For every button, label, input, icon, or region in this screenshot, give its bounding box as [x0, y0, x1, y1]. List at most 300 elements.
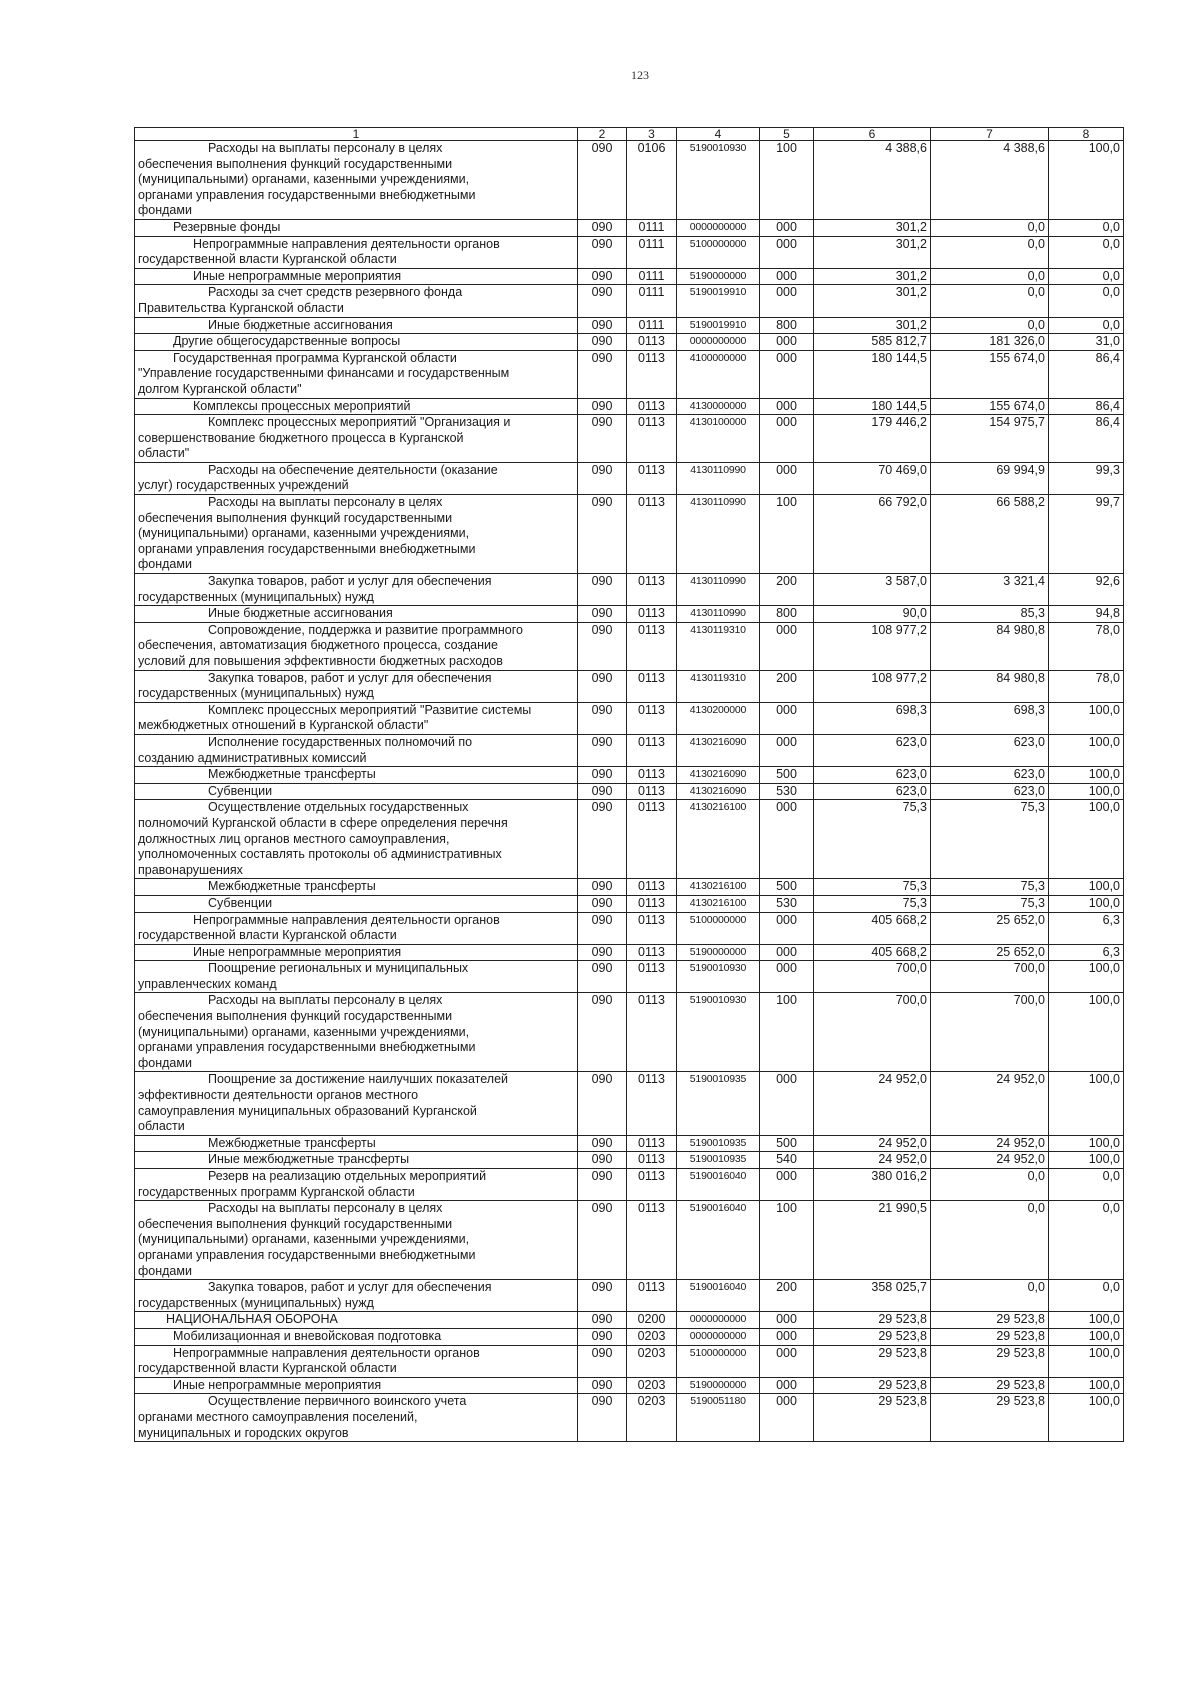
- table-row: [135, 317, 1124, 334]
- expense-name-cell: [135, 993, 578, 1072]
- percent-cell: 100,0: [1049, 800, 1124, 879]
- expense-type-cell: 500: [760, 1135, 814, 1152]
- expense-name-cell: [135, 606, 578, 623]
- expense-name-cell: [135, 236, 578, 268]
- expense-name-line: (муниципальными) органами, казенными учреждениями,: [138, 1232, 470, 1247]
- expense-name-line: фондами: [138, 1263, 192, 1278]
- plan-amount-cell: 405 668,2: [814, 912, 931, 944]
- expense-name-line: правонарушениях: [138, 862, 243, 877]
- table-row: [135, 734, 1124, 766]
- expense-name-line: государственных (муниципальных) нужд: [138, 1295, 374, 1310]
- table-row: [135, 334, 1124, 351]
- expense-name-line: органами управления государственными внебюджетными: [138, 1040, 476, 1055]
- target-article-cell: 4130119310: [677, 622, 760, 670]
- table-row: [135, 141, 1124, 220]
- section-code-cell: 0111: [627, 317, 677, 334]
- grbs-code-cell: 090: [578, 1394, 627, 1442]
- section-code-cell: 0111: [627, 285, 677, 317]
- expense-name-line: обеспечения выполнения функций государственными: [138, 1216, 453, 1231]
- actual-amount-cell: 24 952,0: [931, 1072, 1049, 1135]
- expense-name-line: "Управление государственными финансами и государственным: [138, 366, 510, 381]
- expense-name-line: (муниципальными) органами, казенными учреждениями,: [138, 526, 470, 541]
- expense-type-cell: 000: [760, 800, 814, 879]
- expense-name-line: Государственная программа Курганской области: [173, 350, 457, 365]
- target-article-cell: 4130216100: [677, 895, 760, 912]
- table-row: [135, 879, 1124, 896]
- expense-name-line: Субвенции: [208, 783, 273, 798]
- percent-cell: 86,4: [1049, 350, 1124, 398]
- expense-type-cell: 000: [760, 334, 814, 351]
- expense-name-line: Резерв на реализацию отдельных мероприятий: [208, 1169, 487, 1183]
- plan-amount-cell: 700,0: [814, 993, 931, 1072]
- expense-name-line: Иные непрограммные мероприятия: [173, 1377, 382, 1392]
- percent-cell: 0,0: [1049, 285, 1124, 317]
- plan-amount-cell: 301,2: [814, 236, 931, 268]
- grbs-code-cell: 090: [578, 767, 627, 784]
- expense-name-cell: [135, 495, 578, 574]
- expense-name-line: государственной власти Курганской области: [138, 1361, 397, 1376]
- actual-amount-cell: 66 588,2: [931, 495, 1049, 574]
- expense-name-line: Комплексы процессных мероприятий: [193, 398, 411, 413]
- expense-type-cell: 000: [760, 1169, 814, 1201]
- expense-type-cell: 000: [760, 398, 814, 415]
- actual-amount-cell: 0,0: [931, 1169, 1049, 1201]
- table-row: [135, 670, 1124, 702]
- grbs-code-cell: 090: [578, 1328, 627, 1345]
- expense-name-line: созданию административных комиссий: [138, 750, 367, 765]
- expense-name-line: Правительства Курганской области: [138, 300, 344, 315]
- grbs-code-cell: 090: [578, 415, 627, 463]
- expense-name-cell: [135, 350, 578, 398]
- plan-amount-cell: 623,0: [814, 767, 931, 784]
- section-code-cell: 0203: [627, 1377, 677, 1394]
- expense-name-cell: [135, 879, 578, 896]
- target-article-cell: 4130216100: [677, 879, 760, 896]
- grbs-code-cell: 090: [578, 398, 627, 415]
- expense-type-cell: 000: [760, 944, 814, 961]
- actual-amount-cell: 155 674,0: [931, 350, 1049, 398]
- target-article-cell: 5190010930: [677, 961, 760, 993]
- percent-cell: 100,0: [1049, 783, 1124, 800]
- plan-amount-cell: 405 668,2: [814, 944, 931, 961]
- expense-name-line: Расходы на выплаты персоналу в целях: [208, 1201, 443, 1216]
- expense-name-line: полномочий Курганской области в сфере определения перечня: [138, 815, 508, 830]
- expense-name-line: государственных программ Курганской области: [138, 1184, 415, 1199]
- section-code-cell: 0200: [627, 1312, 677, 1329]
- expense-name-cell: [135, 702, 578, 734]
- actual-amount-cell: 29 523,8: [931, 1377, 1049, 1394]
- expense-name-line: Сопровождение, поддержка и развитие программного: [208, 622, 523, 637]
- section-code-cell: 0113: [627, 895, 677, 912]
- expense-name-cell: [135, 1201, 578, 1280]
- percent-cell: 100,0: [1049, 702, 1124, 734]
- actual-amount-cell: 69 994,9: [931, 462, 1049, 494]
- expense-name-line: (муниципальными) органами, казенными учреждениями,: [138, 1024, 470, 1039]
- percent-cell: 0,0: [1049, 1280, 1124, 1312]
- table-row: [135, 1169, 1124, 1201]
- expense-type-cell: 000: [760, 702, 814, 734]
- expense-type-cell: 000: [760, 1072, 814, 1135]
- expense-name-line: Расходы на выплаты персоналу в целях: [208, 495, 443, 510]
- expense-name-line: Расходы на обеспечение деятельности (оказание: [208, 462, 498, 477]
- plan-amount-cell: 24 952,0: [814, 1152, 931, 1169]
- section-code-cell: 0113: [627, 606, 677, 623]
- expense-type-cell: 000: [760, 1377, 814, 1394]
- percent-cell: 0,0: [1049, 268, 1124, 285]
- expense-name-line: государственной власти Курганской области: [138, 928, 397, 943]
- percent-cell: 0,0: [1049, 219, 1124, 236]
- expense-type-cell: 100: [760, 1201, 814, 1280]
- actual-amount-cell: 25 652,0: [931, 912, 1049, 944]
- section-code-cell: 0113: [627, 993, 677, 1072]
- expense-name-cell: [135, 670, 578, 702]
- expense-name-line: Иные бюджетные ассигнования: [208, 317, 393, 332]
- grbs-code-cell: 090: [578, 961, 627, 993]
- section-code-cell: 0113: [627, 1280, 677, 1312]
- budget-table: [134, 127, 1124, 1442]
- expense-name-line: Расходы на выплаты персоналу в целях: [208, 141, 443, 155]
- percent-cell: 99,7: [1049, 495, 1124, 574]
- expense-name-cell: [135, 1394, 578, 1442]
- expense-name-line: муниципальных и городских округов: [138, 1425, 349, 1440]
- target-article-cell: 5190016040: [677, 1280, 760, 1312]
- plan-amount-cell: 70 469,0: [814, 462, 931, 494]
- target-article-cell: 0000000000: [677, 1328, 760, 1345]
- section-code-cell: 0111: [627, 219, 677, 236]
- expense-name-line: фондами: [138, 557, 192, 572]
- grbs-code-cell: 090: [578, 268, 627, 285]
- section-code-cell: 0203: [627, 1345, 677, 1377]
- expense-name-cell: [135, 1072, 578, 1135]
- section-code-cell: 0113: [627, 944, 677, 961]
- plan-amount-cell: 90,0: [814, 606, 931, 623]
- target-article-cell: 5100000000: [677, 1345, 760, 1377]
- expense-name-cell: [135, 1152, 578, 1169]
- column-header: 8: [1049, 128, 1124, 141]
- actual-amount-cell: 0,0: [931, 236, 1049, 268]
- expense-name-line: Межбюджетные трансферты: [208, 767, 376, 782]
- expense-type-cell: 000: [760, 622, 814, 670]
- section-code-cell: 0113: [627, 1169, 677, 1201]
- table-row: [135, 912, 1124, 944]
- table-header: [135, 128, 1124, 141]
- actual-amount-cell: 154 975,7: [931, 415, 1049, 463]
- actual-amount-cell: 29 523,8: [931, 1345, 1049, 1377]
- actual-amount-cell: 29 523,8: [931, 1394, 1049, 1442]
- actual-amount-cell: 24 952,0: [931, 1135, 1049, 1152]
- percent-cell: 86,4: [1049, 415, 1124, 463]
- percent-cell: 100,0: [1049, 993, 1124, 1072]
- section-code-cell: 0113: [627, 462, 677, 494]
- target-article-cell: 4130200000: [677, 702, 760, 734]
- percent-cell: 100,0: [1049, 1345, 1124, 1377]
- expense-type-cell: 800: [760, 317, 814, 334]
- actual-amount-cell: 29 523,8: [931, 1312, 1049, 1329]
- table-row: [135, 1152, 1124, 1169]
- grbs-code-cell: 090: [578, 1345, 627, 1377]
- expense-name-cell: [135, 800, 578, 879]
- table-row: [135, 1312, 1124, 1329]
- expense-type-cell: 500: [760, 767, 814, 784]
- target-article-cell: 0000000000: [677, 1312, 760, 1329]
- expense-name-line: государственной власти Курганской области: [138, 252, 397, 267]
- actual-amount-cell: 623,0: [931, 783, 1049, 800]
- section-code-cell: 0203: [627, 1394, 677, 1442]
- expense-name-line: Субвенции: [208, 895, 273, 910]
- actual-amount-cell: 3 321,4: [931, 574, 1049, 606]
- expense-name-line: управленческих команд: [138, 976, 277, 991]
- grbs-code-cell: 090: [578, 317, 627, 334]
- table-row: [135, 1201, 1124, 1280]
- table-row: [135, 462, 1124, 494]
- actual-amount-cell: 0,0: [931, 219, 1049, 236]
- expense-name-line: самоуправления муниципальных образований Курганской: [138, 1103, 477, 1118]
- table-row: [135, 1280, 1124, 1312]
- table-row: [135, 574, 1124, 606]
- plan-amount-cell: 623,0: [814, 783, 931, 800]
- table-row: [135, 895, 1124, 912]
- target-article-cell: 5190016040: [677, 1201, 760, 1280]
- expense-type-cell: 000: [760, 350, 814, 398]
- target-article-cell: 4130100000: [677, 415, 760, 463]
- column-header: 4: [677, 128, 760, 141]
- expense-name-line: Непрограммные направления деятельности органов: [173, 1345, 480, 1360]
- column-header: 6: [814, 128, 931, 141]
- expense-name-line: Мобилизационная и вневойсковая подготовка: [173, 1328, 442, 1343]
- plan-amount-cell: 180 144,5: [814, 350, 931, 398]
- target-article-cell: 4130216100: [677, 800, 760, 879]
- expense-name-cell: [135, 141, 578, 220]
- target-article-cell: 4130216090: [677, 783, 760, 800]
- expense-name-cell: [135, 912, 578, 944]
- expense-name-line: Расходы за счет средств резервного фонда: [208, 285, 463, 300]
- table-row: [135, 1345, 1124, 1377]
- expense-name-line: эффективности деятельности органов местного: [138, 1088, 419, 1103]
- expense-name-line: обеспечения выполнения функций государственными: [138, 510, 453, 525]
- expense-name-line: Осуществление отдельных государственных: [208, 800, 469, 815]
- expense-type-cell: 530: [760, 783, 814, 800]
- expense-name-cell: [135, 1135, 578, 1152]
- percent-cell: 100,0: [1049, 141, 1124, 220]
- percent-cell: 100,0: [1049, 1394, 1124, 1442]
- section-code-cell: 0113: [627, 398, 677, 415]
- expense-type-cell: 200: [760, 1280, 814, 1312]
- percent-cell: 100,0: [1049, 767, 1124, 784]
- target-article-cell: 5190051180: [677, 1394, 760, 1442]
- table-row: [135, 236, 1124, 268]
- target-article-cell: 4130000000: [677, 398, 760, 415]
- grbs-code-cell: 090: [578, 1280, 627, 1312]
- target-article-cell: 4130216090: [677, 734, 760, 766]
- grbs-code-cell: 090: [578, 895, 627, 912]
- expense-name-line: Резервные фонды: [173, 219, 281, 234]
- expense-name-cell: [135, 317, 578, 334]
- table-row: [135, 944, 1124, 961]
- table-row: [135, 961, 1124, 993]
- section-code-cell: 0113: [627, 783, 677, 800]
- expense-name-cell: [135, 462, 578, 494]
- expense-type-cell: 100: [760, 141, 814, 220]
- percent-cell: 100,0: [1049, 961, 1124, 993]
- expense-type-cell: 000: [760, 1328, 814, 1345]
- expense-type-cell: 800: [760, 606, 814, 623]
- grbs-code-cell: 090: [578, 334, 627, 351]
- section-code-cell: 0113: [627, 961, 677, 993]
- percent-cell: 78,0: [1049, 670, 1124, 702]
- section-code-cell: 0113: [627, 334, 677, 351]
- percent-cell: 100,0: [1049, 734, 1124, 766]
- target-article-cell: 5190010935: [677, 1072, 760, 1135]
- plan-amount-cell: 21 990,5: [814, 1201, 931, 1280]
- actual-amount-cell: 75,3: [931, 895, 1049, 912]
- actual-amount-cell: 623,0: [931, 767, 1049, 784]
- grbs-code-cell: 090: [578, 350, 627, 398]
- section-code-cell: 0113: [627, 670, 677, 702]
- section-code-cell: 0113: [627, 734, 677, 766]
- expense-name-line: межбюджетных отношений в Курганской области": [138, 718, 429, 733]
- expense-name-line: (муниципальными) органами, казенными учреждениями,: [138, 172, 470, 187]
- expense-name-line: органами управления государственными внебюджетными: [138, 1247, 476, 1262]
- expense-name-line: Закупка товаров, работ и услуг для обеспечения: [208, 1280, 492, 1295]
- percent-cell: 100,0: [1049, 1312, 1124, 1329]
- expense-name-cell: [135, 767, 578, 784]
- expense-name-cell: [135, 1280, 578, 1312]
- target-article-cell: 5190000000: [677, 1377, 760, 1394]
- expense-name-line: долгом Курганской области": [138, 381, 302, 396]
- column-header: 3: [627, 128, 677, 141]
- expense-name-line: Поощрение за достижение наилучших показателей: [208, 1072, 509, 1087]
- grbs-code-cell: 090: [578, 783, 627, 800]
- target-article-cell: 5190016040: [677, 1169, 760, 1201]
- plan-amount-cell: 24 952,0: [814, 1072, 931, 1135]
- table-row: [135, 783, 1124, 800]
- grbs-code-cell: 090: [578, 236, 627, 268]
- expense-name-cell: [135, 783, 578, 800]
- table-row: [135, 993, 1124, 1072]
- grbs-code-cell: 090: [578, 702, 627, 734]
- actual-amount-cell: 700,0: [931, 993, 1049, 1072]
- expense-name-line: должностных лиц органов местного самоуправления,: [138, 831, 450, 846]
- expense-name-line: Комплекс процессных мероприятий "Организация и: [208, 415, 511, 430]
- expense-type-cell: 100: [760, 495, 814, 574]
- grbs-code-cell: 090: [578, 1152, 627, 1169]
- actual-amount-cell: 0,0: [931, 1201, 1049, 1280]
- expense-name-cell: [135, 622, 578, 670]
- percent-cell: 100,0: [1049, 1377, 1124, 1394]
- section-code-cell: 0113: [627, 702, 677, 734]
- expense-type-cell: 000: [760, 415, 814, 463]
- expense-name-line: Межбюджетные трансферты: [208, 1135, 376, 1150]
- expense-name-line: Расходы на выплаты персоналу в целях: [208, 993, 443, 1008]
- expense-name-line: области: [138, 1119, 185, 1134]
- grbs-code-cell: 090: [578, 944, 627, 961]
- expense-type-cell: 000: [760, 1312, 814, 1329]
- percent-cell: 0,0: [1049, 317, 1124, 334]
- grbs-code-cell: 090: [578, 622, 627, 670]
- section-code-cell: 0106: [627, 141, 677, 220]
- expense-name-line: фондами: [138, 203, 192, 218]
- expense-name-line: услуг) государственных учреждений: [138, 478, 349, 493]
- grbs-code-cell: 090: [578, 219, 627, 236]
- plan-amount-cell: 108 977,2: [814, 622, 931, 670]
- percent-cell: 6,3: [1049, 944, 1124, 961]
- expense-name-line: фондами: [138, 1055, 192, 1070]
- target-article-cell: 5190000000: [677, 268, 760, 285]
- target-article-cell: 4130216090: [677, 767, 760, 784]
- table-row: [135, 606, 1124, 623]
- table-row: [135, 219, 1124, 236]
- expense-name-line: государственных (муниципальных) нужд: [138, 589, 374, 604]
- expense-name-line: области": [138, 446, 190, 461]
- expense-name-line: Иные непрограммные мероприятия: [193, 944, 402, 959]
- target-article-cell: 4130110990: [677, 462, 760, 494]
- target-article-cell: 5190019910: [677, 317, 760, 334]
- expense-type-cell: 000: [760, 912, 814, 944]
- expense-name-line: Осуществление первичного воинского учета: [208, 1394, 467, 1409]
- grbs-code-cell: 090: [578, 734, 627, 766]
- table-row: [135, 767, 1124, 784]
- plan-amount-cell: 301,2: [814, 268, 931, 285]
- expense-type-cell: 000: [760, 285, 814, 317]
- expense-type-cell: 000: [760, 1345, 814, 1377]
- page-number: 123: [631, 68, 649, 82]
- expense-name-line: совершенствование бюджетного процесса в Курганской: [138, 430, 464, 445]
- actual-amount-cell: 85,3: [931, 606, 1049, 623]
- grbs-code-cell: 090: [578, 879, 627, 896]
- expense-name-cell: [135, 268, 578, 285]
- expense-name-line: обеспечения, автоматизация бюджетного процесса, создание: [138, 638, 498, 653]
- percent-cell: 78,0: [1049, 622, 1124, 670]
- grbs-code-cell: 090: [578, 1377, 627, 1394]
- actual-amount-cell: 181 326,0: [931, 334, 1049, 351]
- expense-type-cell: 000: [760, 236, 814, 268]
- plan-amount-cell: 29 523,8: [814, 1394, 931, 1442]
- expense-name-cell: [135, 1377, 578, 1394]
- actual-amount-cell: 623,0: [931, 734, 1049, 766]
- section-code-cell: 0113: [627, 1152, 677, 1169]
- plan-amount-cell: 301,2: [814, 219, 931, 236]
- target-article-cell: 4130110990: [677, 606, 760, 623]
- plan-amount-cell: 75,3: [814, 895, 931, 912]
- expense-name-line: Межбюджетные трансферты: [208, 879, 376, 894]
- expense-name-cell: [135, 734, 578, 766]
- target-article-cell: 5100000000: [677, 236, 760, 268]
- expense-name-cell: [135, 334, 578, 351]
- target-article-cell: 4130119310: [677, 670, 760, 702]
- section-code-cell: 0111: [627, 236, 677, 268]
- expense-name-line: Другие общегосударственные вопросы: [173, 334, 401, 349]
- column-header: 5: [760, 128, 814, 141]
- grbs-code-cell: 090: [578, 141, 627, 220]
- section-code-cell: 0113: [627, 415, 677, 463]
- actual-amount-cell: 700,0: [931, 961, 1049, 993]
- table-row: [135, 1072, 1124, 1135]
- actual-amount-cell: 25 652,0: [931, 944, 1049, 961]
- target-article-cell: 0000000000: [677, 219, 760, 236]
- expense-name-line: Закупка товаров, работ и услуг для обеспечения: [208, 574, 492, 589]
- expense-name-line: органами управления государственными внебюджетными: [138, 187, 476, 202]
- plan-amount-cell: 75,3: [814, 800, 931, 879]
- expense-name-cell: [135, 574, 578, 606]
- expense-type-cell: 540: [760, 1152, 814, 1169]
- plan-amount-cell: 29 523,8: [814, 1345, 931, 1377]
- section-code-cell: 0113: [627, 879, 677, 896]
- grbs-code-cell: 090: [578, 1135, 627, 1152]
- header-row: [135, 128, 1124, 141]
- plan-amount-cell: 3 587,0: [814, 574, 931, 606]
- table-row: [135, 268, 1124, 285]
- expense-type-cell: 000: [760, 734, 814, 766]
